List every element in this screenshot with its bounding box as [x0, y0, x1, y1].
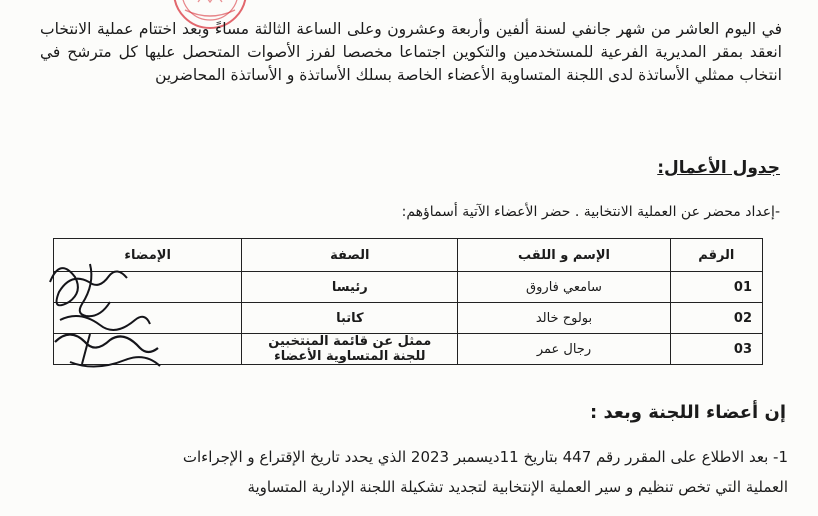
row-role: ممثل عن قائمة المنتخبين للجنة المتساوية الأعضاء [242, 334, 458, 365]
section-heading: إن أعضاء اللجنة وبعد : [590, 402, 786, 423]
row-number: 03 [670, 334, 762, 365]
opening-paragraph: في اليوم العاشر من شهر جانفي لسنة ألفين وأربعة وعشرون وعلى الساعة الثالثة مساءً وبعد اختتام عملية الانتخاب انعقد بمقر المديرية الفرعية للمستخدمين والتكوين اجتماعا مخصصا لفرز الأصوات المتحصل عليها كل مترشح في انتخاب ممثلي الأساتذة لدى اللجنة المتساوية الأعضاء الخاصة بسلك الأساتذة و الأساتذة المحاضرين [40, 20, 782, 84]
agenda-title: جدول الأعمال: [657, 158, 780, 178]
row-number: 01 [670, 272, 762, 303]
row-role: رئيسا [242, 272, 458, 303]
row-name: رجال عمر [458, 334, 670, 365]
row-name: بولوح خالد [458, 303, 670, 334]
handwritten-signatures [30, 242, 190, 392]
row-name: سامعي فاروق [458, 272, 670, 303]
header-signature: الإمضاء [54, 239, 242, 272]
row-number: 02 [670, 303, 762, 334]
header-name: الإسم و اللقب [458, 239, 670, 272]
header-role: الصفة [242, 239, 458, 272]
item-1-line-2: العملية التي تخص تنظيم و سير العملية الإنتخابية لتجديد تشكيلة اللجنة الإدارية المتساوية [247, 478, 788, 496]
row-role: كاتبا [242, 303, 458, 334]
item-1-line-1: 1- بعد الاطلاع على المقرر رقم 447 بتاريخ 11ديسمبر 2023 الذي يحدد تاريخ الإقتراع و الإجراءات [182, 448, 788, 466]
agenda-intro: -إعداد محضر عن العملية الانتخابية . حضر الأعضاء الآتية أسماؤهم: [401, 204, 780, 220]
header-number: الرقم [670, 239, 762, 272]
